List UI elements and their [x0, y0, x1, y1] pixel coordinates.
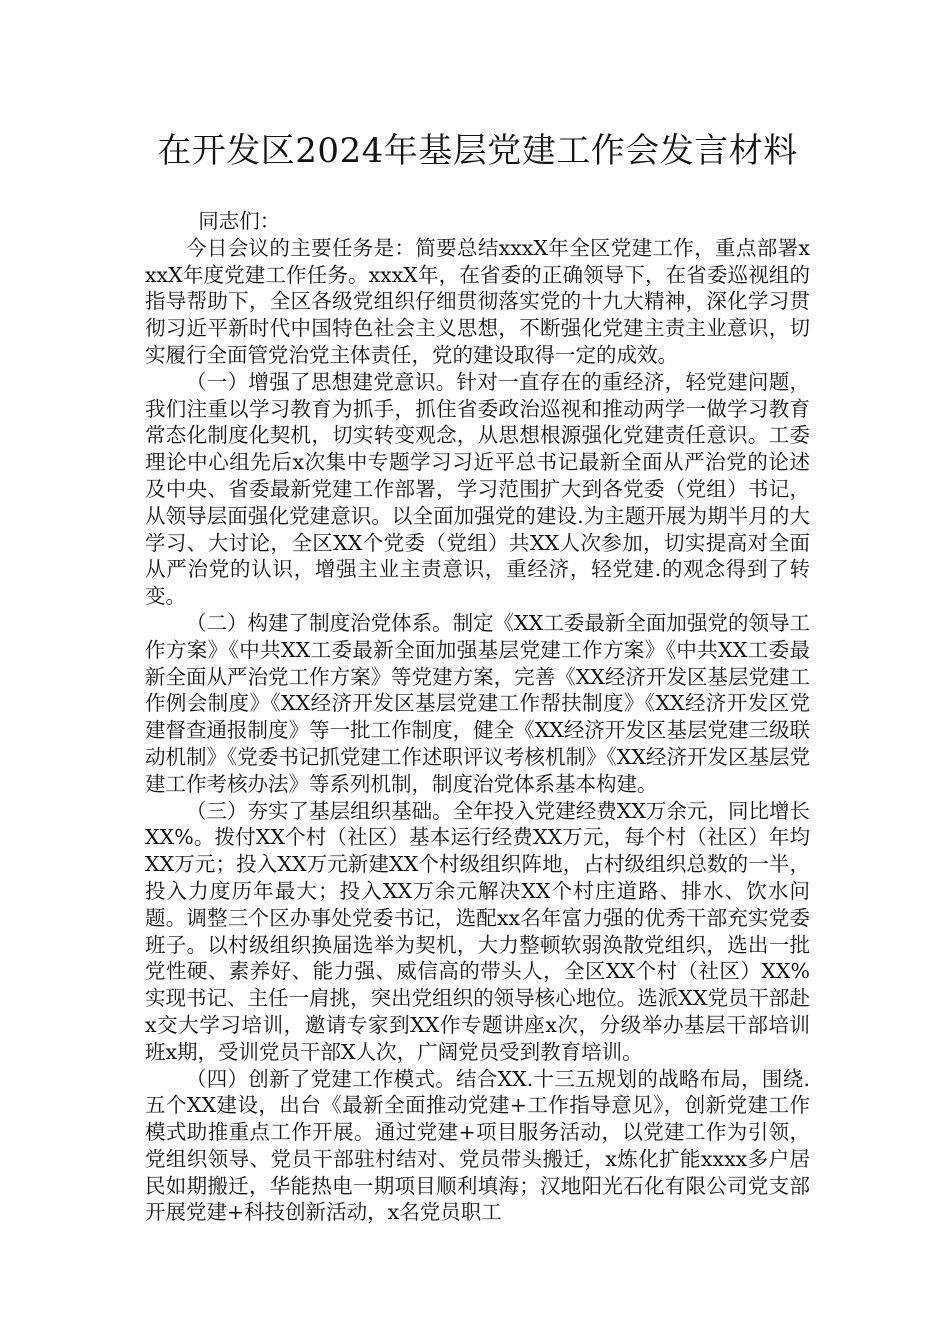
paragraph-section-2: （二）构建了制度治党体系。制定《XX工委最新全面加强党的领导工作方案》《中共XX工委最新全面加强基层党建工作方案》《中共XX工委最新全面从严治党工作方案》等党建方案，完善《XX经济开发区基层党建工作例会制度》《XX经济开发区基层党建工作帮扶制度》《XX经济开发区党建督查通报制度》等一批工作制度，健全《XX经济开发区基层党建三级联动机制》《党委书记抓党建工作述职评议考核机制》《XX经济开发区基层党建工作考核办法》等系列机制，制度治党体系基本构建。: [145, 610, 810, 796]
salutation: 同志们：: [198, 209, 281, 233]
paragraph-section-4: （四）创新了党建工作模式。结合XX.十三五规划的战略布局，围绕.五个XX建设，出台《最新全面推动党建+工作指导意见》，创新党建工作模式助推重点工作开展。通过党建+项目服务活动，以党建工作为引领，党组织领导、党员干部驻村结对、党员带头搬迁，x炼化扩能xxxx多户居民如期搬迁，华能热电一期项目顺利填海；汉地阳光石化有限公司党支部开展党建+科技创新活动，x名党员职工: [145, 1066, 810, 1225]
document-page: [145, 128, 810, 1226]
document-title: 在开发区2024年基层党建工作会发言材料: [157, 131, 798, 171]
paragraph-section-1: （一）增强了思想建党意识。针对一直存在的重经济，轻党建问题，我们注重以学习教育为抓手，抓住省委政治巡视和推动两学一做学习教育常态化制度化契机，切实转变观念，从思想根源强化党建责任意识。工委理论中心组先后x次集中专题学习习近平总书记最新全面从严治党的论述及中央、省委最新党建工作部署，学习范围扩大到各党委（党组）书记，从领导层面强化党建意识。以全面加强党的建设.为主题开展为期半月的大学习、大讨论，全区XX个党委（党组）共XX人次参加，切实提高对全面从严治党的认识，增强主业主责意识，重经济，轻党建.的观念得到了转变。: [145, 369, 810, 609]
paragraph-intro: 今日会议的主要任务是：简要总结xxxX年全区党建工作，重点部署xxxX年度党建工作任务。xxxX年，在省委的正确领导下，在省委巡视组的指导帮助下，全区各级党组织仔细贯彻落实党的十九大精神，深化学习贯彻习近平新时代中国特色社会主义思想，不断强化党建主责主业意识，切实履行全面管党治党主体责任，党的建设取得一定的成效。: [145, 235, 810, 367]
paragraph-section-3: （三）夯实了基层组织基础。全年投入党建经费XX万余元，同比增长XX%。拨付XX个村（社区）基本运行经费XX万元，每个村（社区）年均XX万元；投入XX万元新建XX个村级组织阵地，占村级组织总数的一半，投入力度历年最大；投入XX万余元解决XX个村庄道路、排水、饮水问题。调整三个区办事处党委书记，选配xx名年富力强的优秀干部充实党委班子。以村级组织换届选举为契机，大力整顿软弱涣散党组织，选出一批党性硬、素养好、能力强、威信高的带头人，全区XX个村（社区）XX%实现书记、主任一肩挑，突出党组织的领导核心地位。选派XX党员干部赴x交大学习培训，邀请专家到XX作专题讲座x次，分级举办基层干部培训班x期，受训党员干部X人次，广阔党员受到教育培训。: [145, 798, 810, 1064]
